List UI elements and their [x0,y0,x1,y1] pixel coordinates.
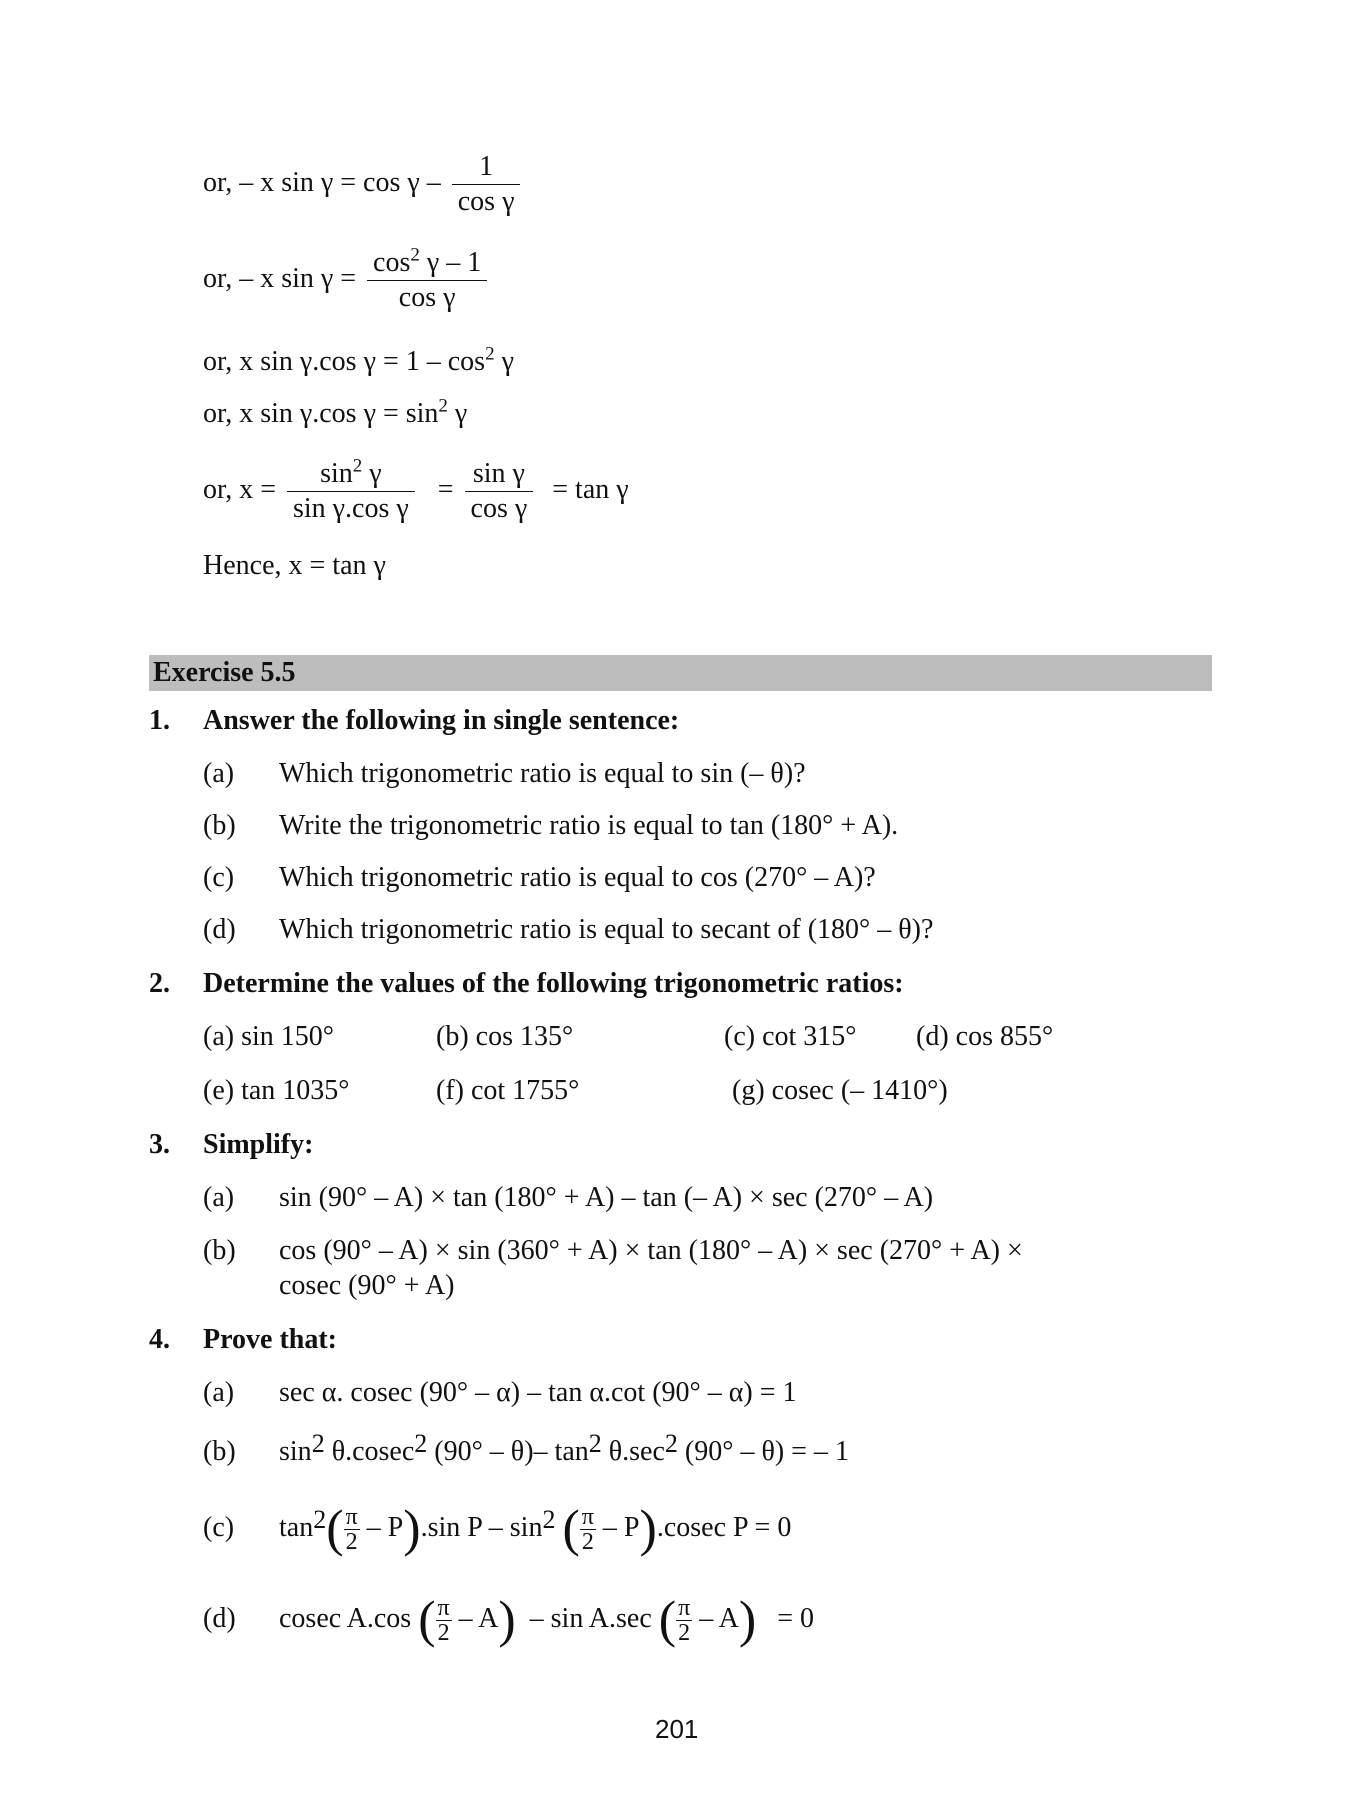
num-part: γ [362,458,382,489]
eq-prefix: or, – x sin γ = cos γ – [203,166,441,198]
q3-item-label: (b) [203,1235,236,1266]
q2-item: (b) cos 135° [436,1021,574,1052]
left-paren: ( [418,1591,436,1649]
q4-item-text: sec α. cosec (90° – α) – tan α.cot (90° – α) = 1 [279,1377,797,1408]
text-part: or, x sin γ.cos γ = sin [203,398,439,429]
q1-item-label: (d) [203,914,236,945]
q4-item-label: (b) [203,1436,236,1467]
denominator: cos γ [398,282,456,313]
eq-prefix: or, – x sin γ = [203,262,357,294]
q1-item-text: Which trigonometric ratio is equal to cos (270° – A)? [279,862,876,893]
q1-item-text: Which trigonometric ratio is equal to secant of (180° – θ)? [279,914,934,945]
q2-item: (a) sin 150° [203,1021,334,1052]
exercise-title: Exercise 5.5 [153,657,296,688]
text-part: – sin A.sec [529,1603,652,1634]
text-part: tan [279,1512,314,1543]
right-paren: ) [738,1591,757,1649]
exponent: 2 [410,244,420,266]
eq-prefix: or, x = [203,473,276,505]
q4-item-label: (c) [203,1512,235,1543]
derivation-line-5 [203,457,629,526]
denominator: sin γ.cos γ [293,493,409,524]
denominator: 2 [581,1529,594,1556]
q4-item-text [279,1583,814,1655]
text-part: (90° – θ) = – 1 [677,1436,849,1467]
numerator [367,246,487,281]
q2-item: (c) cot 315° [724,1021,857,1052]
text-part: cosec A.cos [279,1603,412,1634]
fraction-1 [287,457,415,526]
exponent: 2 [352,455,363,477]
left-paren: ( [326,1500,344,1558]
fraction [367,246,487,315]
exponent: 2 [542,1505,556,1534]
q2-item: (e) tan 1035° [203,1075,350,1106]
text-part: θ.sec [601,1436,665,1467]
text-part: θ.cosec [324,1436,415,1467]
exponent: 2 [485,343,495,365]
text-part: = 0 [777,1603,815,1634]
pi-over-two [580,1505,596,1554]
text-part: sin [279,1436,312,1467]
right-paren: ) [403,1500,421,1558]
numerator: π [437,1595,450,1622]
pi-over-two [344,1505,360,1554]
numerator [287,457,415,492]
q1-item-label: (a) [203,758,235,789]
q1-item-text: Which trigonometric ratio is equal to sin (– θ)? [279,758,806,789]
text-part: γ [447,398,468,429]
q1-item-text: Write the trigonometric ratio is equal to tan (180° + A). [279,810,899,841]
q3-item-text-continued: cosec (90° + A) [279,1270,455,1301]
exponent: 2 [664,1429,678,1458]
q2-item: (f) cot 1755° [436,1075,580,1106]
q2-number: 2. [149,968,170,999]
exponent: 2 [438,395,448,417]
q2-item: (g) cosec (– 1410°) [732,1075,948,1106]
text-part: (90° – θ)– tan [427,1436,589,1467]
exponent: 2 [414,1429,428,1458]
equals-sign: = [437,473,454,505]
q1-heading: Answer the following in single sentence: [203,705,680,736]
q3-item-text: sin (90° – A) × tan (180° + A) – tan (– A) × sec (270° – A) [279,1182,934,1213]
denominator: cos γ [457,186,515,217]
q1-item-label: (b) [203,810,236,841]
num-part: sin [320,458,353,489]
denominator: 2 [678,1620,691,1647]
text-part: .sin P – sin [420,1512,543,1543]
eq-suffix: = tan γ [552,473,629,505]
fraction-2 [465,457,534,526]
exponent: 2 [311,1429,325,1458]
left-paren: ( [658,1591,677,1649]
num-part: cos [373,247,411,278]
derivation-line-3 [203,343,514,378]
denominator: 2 [437,1620,450,1647]
text-part: – P [602,1512,640,1543]
numerator: 1 [452,150,521,185]
pi-over-two [436,1596,452,1645]
exponent: 2 [588,1429,602,1458]
derivation-line-1 [203,150,524,219]
text-part: γ [494,346,514,377]
q1-item-label: (c) [203,862,235,893]
right-paren: ) [498,1591,516,1649]
left-paren: ( [562,1500,580,1558]
page-number: 201 [655,1714,699,1744]
q4-item-text [279,1492,791,1564]
text-part: .cosec P = 0 [656,1512,792,1543]
denominator: 2 [345,1529,358,1556]
exponent: 2 [313,1505,327,1534]
exercise-header [149,655,1212,691]
q4-item-label: (a) [203,1377,235,1408]
q3-item-text: cos (90° – A) × sin (360° + A) × tan (180° – A) × sec (270° + A) × [279,1235,1023,1266]
pi-over-two [676,1596,692,1645]
q3-item-label: (a) [203,1182,235,1213]
q1-number: 1. [149,705,170,736]
fraction [452,150,521,219]
q2-item: (d) cos 855° [916,1021,1054,1052]
q3-heading: Simplify: [203,1129,314,1160]
numerator: sin γ [465,457,534,492]
q2-heading: Determine the values of the following trigonometric ratios: [203,968,904,999]
q4-item-label: (d) [203,1603,236,1634]
derivation-line-2 [203,246,491,315]
numerator: π [581,1504,594,1531]
text-part: – P [366,1512,404,1543]
q4-heading: Prove that: [203,1324,337,1355]
numerator: π [345,1504,358,1531]
right-paren: ) [639,1500,657,1558]
derivation-conclusion: Hence, x = tan γ [203,550,386,581]
numerator: π [678,1595,691,1622]
q4-number: 4. [149,1324,170,1355]
text-part: – A [458,1603,499,1634]
text-part: – A [699,1603,739,1634]
num-part: γ – 1 [419,247,482,278]
q4-item-text [279,1429,849,1468]
derivation-line-4 [203,395,468,430]
text-part: or, x sin γ.cos γ = 1 – cos [203,346,486,377]
denominator: cos γ [470,493,528,524]
q3-number: 3. [149,1129,170,1160]
